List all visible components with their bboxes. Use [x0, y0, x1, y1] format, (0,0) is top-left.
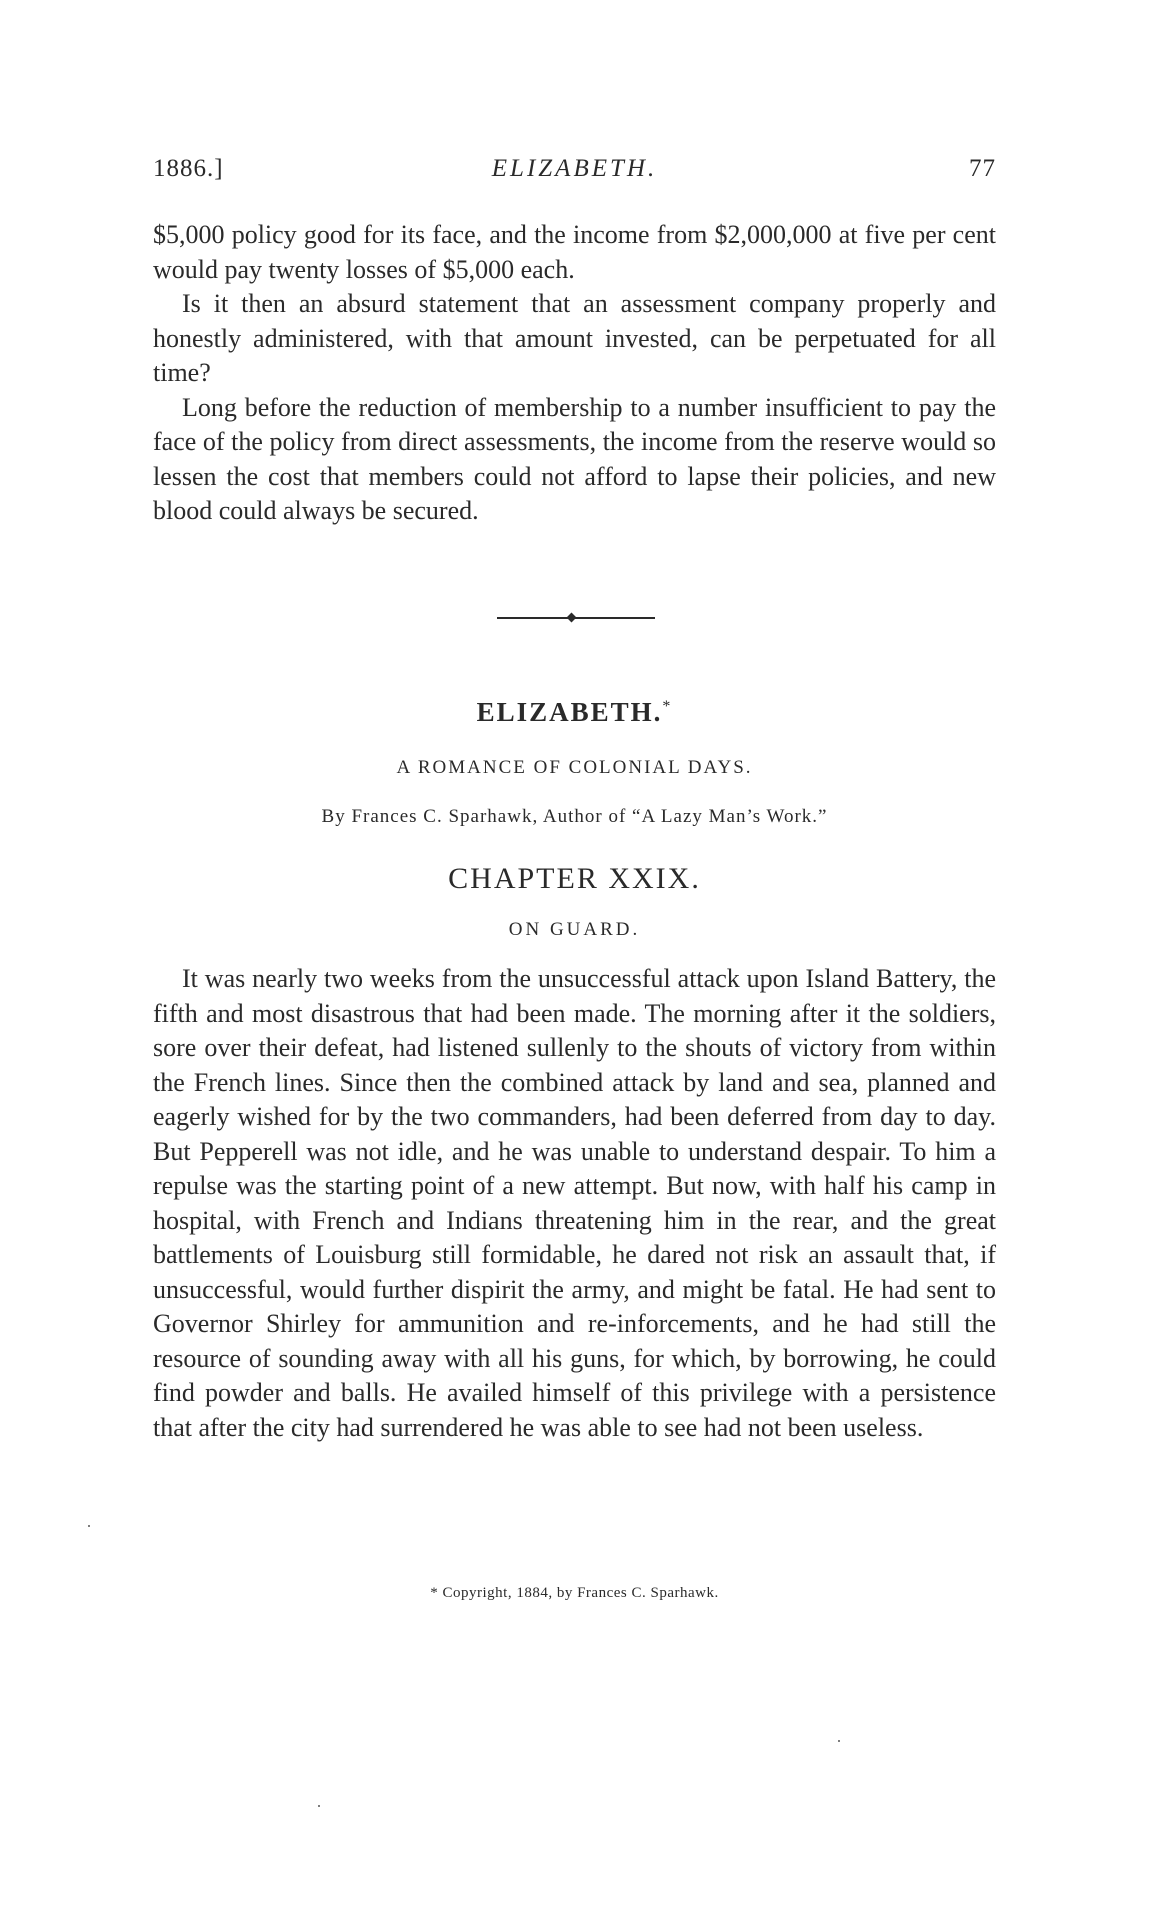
divider-ornament	[567, 613, 577, 623]
running-head-year: 1886.]	[153, 155, 224, 182]
paragraph: Long before the reduction of membership to a number insufficient to pay the face of the policy from direct assessments, the income from the reserve would so lessen the cost that members could not afford to lapse their policies, and new blood could always be secured.	[153, 392, 996, 525]
article-title	[153, 697, 996, 728]
paper-speck	[838, 1740, 840, 1742]
article-byline: By Frances C. Sparhawk, Author of “A Lazy Man’s Work.”	[321, 806, 828, 827]
paragraph: $5,000 policy good for its face, and the income from $2,000,000 at five per cent would pay twenty losses of $5,000 each.	[153, 220, 996, 284]
chapter-title: ON GUARD.	[508, 919, 641, 940]
paragraph: Is it then an absurd statement that an assessment company properly and honestly administered, with that amount invested, can be perpetuated for all time?	[153, 289, 996, 387]
preceding-article-text	[153, 218, 996, 529]
article-title-text: ELIZABETH.	[476, 697, 663, 727]
copyright-footnote: * Copyright, 1884, by Frances C. Sparhawk.	[430, 1585, 719, 1601]
running-head	[153, 155, 996, 191]
running-head-title: ELIZABETH.	[491, 155, 658, 182]
page-number: 77	[969, 155, 996, 182]
article-subtitle: A ROMANCE OF COLONIAL DAYS.	[396, 757, 753, 778]
chapter-heading: CHAPTER XXIX.	[448, 862, 701, 895]
paper-speck	[88, 1525, 90, 1527]
paragraph: It was nearly two weeks from the unsuccessful attack upon Island Battery, the fifth and most disastrous that had been made. The morning after it the soldiers, sore over their defeat, had listened sullenly to the shouts of victory from within the French lines. Since then the combined attack by land and sea, planned and eagerly wished for by the two commanders, had been deferred from day to day. But Pepperell was not idle, and he was unable to understand despair. To him a repulse was the starting point of a new attempt. But now, with half his camp in hospital, with French and Indians threatening him in the rear, and the great battlements of Louisburg still formidable, he dared not risk an assault that, if unsuccessful, would further dispirit the army, and might be fatal. He had sent to Governor Shirley for ammunition and re-inforcements, and he had still the resource of sounding away with all his guns, for which, by borrowing, he could find powder and balls. He availed himself of this privilege with a persistence that after the city had surrendered he was able to see had not been useless.	[153, 964, 996, 1442]
chapter-text	[153, 962, 996, 1445]
title-footnote-mark: *	[662, 698, 673, 715]
paper-speck	[318, 1805, 320, 1807]
section-divider	[497, 617, 655, 619]
